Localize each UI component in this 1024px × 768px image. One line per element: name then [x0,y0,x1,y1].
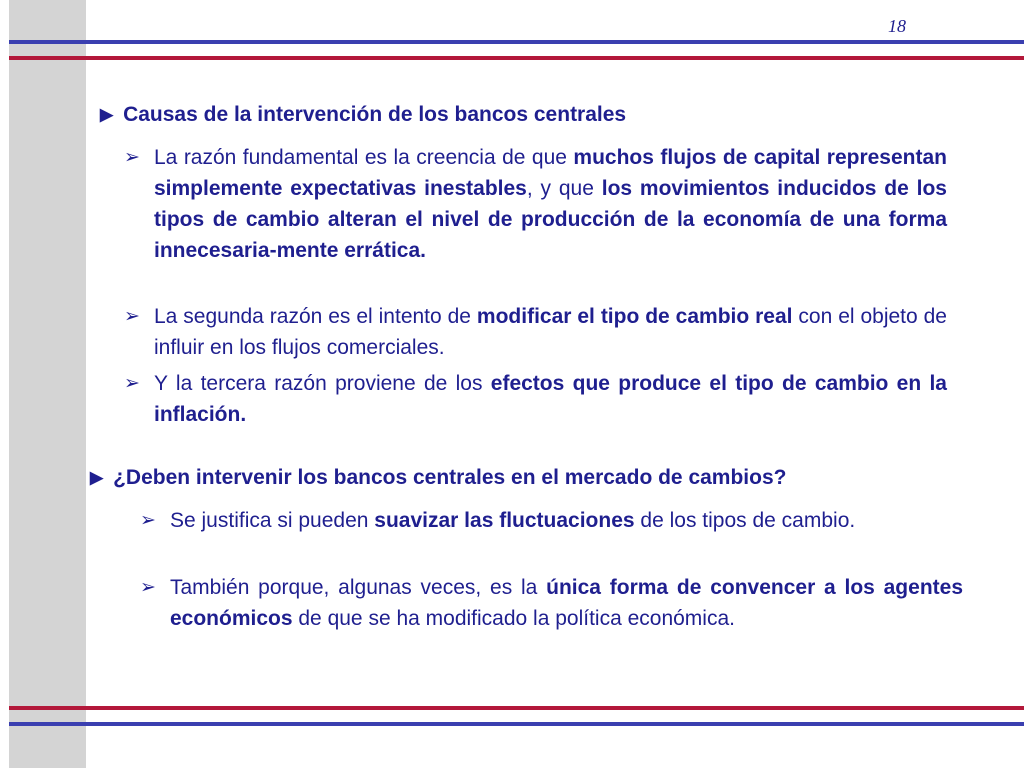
bullet-text: , y que [526,177,602,200]
bullet-item [170,505,963,536]
section-heading-text: ¿Deben intervenir los bancos centrales en el mercado de cambios? [113,466,787,489]
section-heading-question [90,466,786,490]
bullet-text: La segunda razón es el intento de [154,305,477,328]
section-heading-causes [100,103,626,127]
chevron-bullet-icon: ➢ [124,373,140,394]
section-heading-text: Causas de la intervención de los bancos centrales [123,103,627,126]
bottom-rule-red [9,706,1024,710]
bullet-emphasis: los movimientos inducidos de los tipos de cambio alteran el nivel de producción de la economía de una forma innecesaria-mente errática. [154,177,947,262]
bullet-text: La razón fundamental es la creencia de que [154,146,574,169]
bullet-emphasis: modificar el tipo de cambio real [476,305,793,328]
page-number: 18 [888,16,906,36]
triangle-bullet-icon: ▶ [100,105,114,124]
bullet-text: de que se ha modificado la política económica. [292,607,735,630]
bullet-item [154,301,947,363]
bullet-emphasis: suavizar las fluctuaciones [374,509,635,532]
chevron-bullet-icon: ➢ [124,147,140,168]
bullet-item [170,572,963,634]
left-sidebar-band [9,0,86,768]
triangle-bullet-icon: ▶ [90,468,104,487]
top-rule-red [9,56,1024,60]
bullet-text: Se justifica si pueden [170,509,375,532]
bullet-text: de los tipos de cambio. [634,509,856,532]
bullet-text: Y la tercera razón proviene de los [154,372,491,395]
bullet-emphasis: única forma de convencer a los agentes económicos [170,576,963,630]
bullet-item [154,142,947,266]
chevron-bullet-icon: ➢ [124,306,140,327]
bullet-item [154,368,947,430]
bullet-text: con el objeto de influir en los flujos comerciales. [154,305,947,359]
chevron-bullet-icon: ➢ [140,577,156,598]
bullet-emphasis: muchos flujos de capital representan simplemente expectativas inestables [154,146,947,200]
top-rule-blue [9,40,1024,44]
bullet-text: También porque, algunas veces, es la [170,576,547,599]
chevron-bullet-icon: ➢ [140,510,156,531]
bullet-emphasis: efectos que produce el tipo de cambio en la inflación. [154,372,947,426]
bottom-rule-blue [9,722,1024,726]
